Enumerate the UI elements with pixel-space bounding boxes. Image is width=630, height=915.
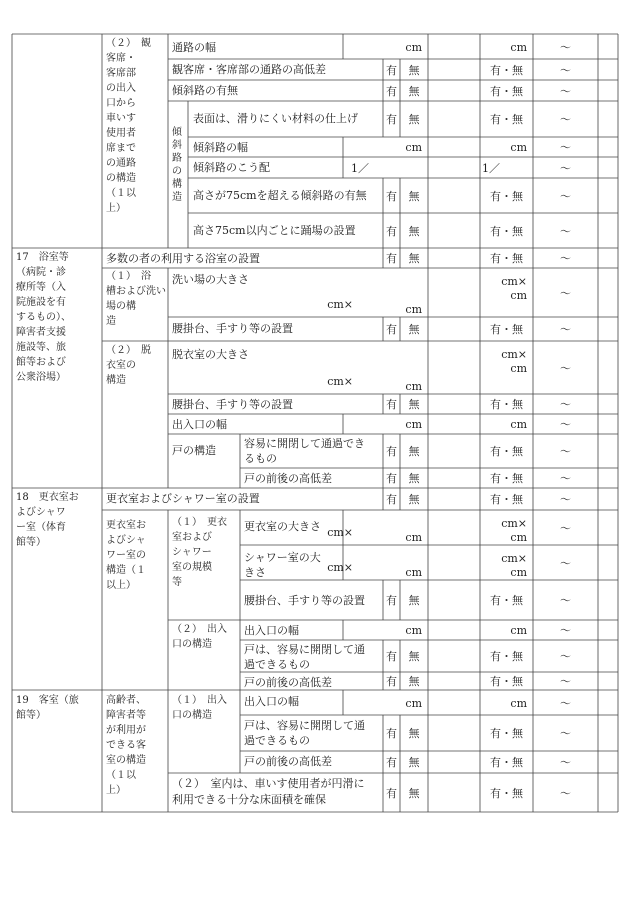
sub-item-heading: シャワー <box>172 547 212 558</box>
sub-item-heading: 構造（１ <box>106 565 146 576</box>
ratio-mark: 1／ <box>482 161 500 175</box>
yes-no-mark: 有・無 <box>490 113 523 126</box>
sub-item-heading: 室および <box>172 532 212 543</box>
sub-item-heading: 高齢者、 <box>106 695 146 706</box>
item-label: 洗い場の大きさ <box>172 273 249 286</box>
no-mark: 無 <box>408 113 420 126</box>
slope-structure-label: 斜 <box>172 140 182 151</box>
sub-item-heading: 上） <box>106 203 126 214</box>
range-mark: ～ <box>560 252 571 265</box>
cmx-unit: cm× <box>327 375 353 388</box>
item-label: 腰掛台、手すり等の設置 <box>244 594 365 607</box>
cmx-unit: cm× <box>501 517 527 530</box>
item-label: 出入口の幅 <box>244 624 299 637</box>
sub-item-heading: 室の構造 <box>106 755 146 766</box>
section-heading: 施設等、旅 <box>16 342 66 353</box>
yes-no-mark: 有・無 <box>490 756 523 769</box>
cmx-unit: cm× <box>327 526 353 539</box>
sub-item-heading: 口から <box>106 98 136 109</box>
item-label: きさ <box>244 566 266 579</box>
range-mark: ～ <box>560 84 571 98</box>
section-heading: ー室（体育 <box>16 522 66 533</box>
no-mark: 無 <box>408 445 420 458</box>
yes-mark: 有 <box>386 398 397 411</box>
item-label: 表面は、滑りにくい材料の仕上げ <box>193 112 358 125</box>
section-heading: 院施設を有 <box>16 297 66 308</box>
section-heading: 17 浴室等 <box>16 252 69 263</box>
yes-mark: 有 <box>386 786 397 800</box>
sub-item-heading: の構造 <box>106 173 136 184</box>
yes-no-mark: 有・無 <box>490 224 523 238</box>
yes-no-mark: 有・無 <box>490 727 523 740</box>
sub-item-heading: ワー室の <box>106 550 146 561</box>
yes-mark: 有 <box>386 675 397 688</box>
slope-structure-label: 傾 <box>172 127 182 138</box>
no-mark: 無 <box>408 493 420 506</box>
sub-item-heading: 場の構 <box>106 301 136 312</box>
section-heading: よびシャワ <box>16 507 66 518</box>
yes-mark: 有 <box>386 493 397 506</box>
cm-unit: cm <box>510 531 527 544</box>
range-mark: ～ <box>560 675 571 688</box>
cm-unit: cm <box>405 566 422 579</box>
item-label: 戸の構造 <box>172 444 216 457</box>
sub-item-heading: （１） 浴 <box>106 271 151 282</box>
slope-structure-label: 造 <box>172 192 182 203</box>
item-label: 傾斜路の幅 <box>193 141 248 154</box>
sub-item-heading: 室の規模 <box>172 562 212 573</box>
range-mark: ～ <box>560 189 571 203</box>
range-mark: ～ <box>560 696 571 710</box>
item-label: 出入口の幅 <box>244 695 299 708</box>
item-label: 傾斜路の有無 <box>172 84 238 97</box>
yes-mark: 有 <box>386 472 397 485</box>
ratio-mark: 1／ <box>351 161 369 175</box>
range-mark: ～ <box>560 556 571 570</box>
sub-item-heading: 席まで <box>106 143 136 154</box>
yes-mark: 有 <box>386 445 397 458</box>
item-label: 出入口の幅 <box>172 418 227 431</box>
section-heading: 館等） <box>16 537 46 548</box>
sub-item-heading: （１以 <box>106 770 136 781</box>
item-label: 通路の幅 <box>172 41 216 54</box>
cm-unit: cm <box>405 303 422 316</box>
item-label: 戸の前後の高低差 <box>244 472 332 485</box>
cm-unit: cm <box>405 380 422 393</box>
cm-unit: cm <box>510 418 527 431</box>
yes-no-mark: 有・無 <box>490 472 523 485</box>
item-label: 傾斜路のこう配 <box>193 161 270 174</box>
cmx-unit: cm× <box>501 348 527 361</box>
section-heading: するもの）、 <box>16 312 71 323</box>
no-mark: 無 <box>408 63 420 77</box>
cm-unit: cm <box>510 696 527 710</box>
sub-item-heading: （２） 脱 <box>106 345 151 356</box>
yes-no-mark: 有・無 <box>490 84 523 98</box>
item-label: シャワー室の大 <box>244 551 321 564</box>
sub-item-heading: 使用者 <box>106 128 136 139</box>
range-mark: ～ <box>560 650 571 663</box>
yes-mark: 有 <box>386 84 397 98</box>
no-mark: 無 <box>408 224 420 238</box>
item-label: 戸は、容易に開閉して通 <box>244 643 365 656</box>
range-mark: ～ <box>560 113 571 126</box>
no-mark: 無 <box>408 727 420 740</box>
range-mark: ～ <box>560 323 571 336</box>
section-heading: 19 客室（旅 <box>16 695 79 706</box>
no-mark: 無 <box>408 252 420 265</box>
range-mark: ～ <box>560 445 571 458</box>
item-label: 更衣室の大きさ <box>244 520 321 533</box>
cm-unit: cm <box>510 40 527 54</box>
sub-item-heading: 以上） <box>106 580 136 591</box>
sub-item-heading: 更衣室お <box>106 520 146 531</box>
item-label: 過できるもの <box>244 734 310 747</box>
range-mark: ～ <box>560 756 571 769</box>
item-label: 容易に開閉して通過でき <box>244 437 365 450</box>
sub-item-heading: 客席部 <box>106 68 136 79</box>
item-label: 観客席・客席部の通路の高低差 <box>172 63 326 76</box>
yes-no-mark: 有・無 <box>490 594 523 607</box>
cm-unit: cm <box>510 289 527 302</box>
yes-no-mark: 有・無 <box>490 398 523 411</box>
sub-item-heading: 等 <box>172 577 182 588</box>
sub-item-heading: の出入 <box>106 83 136 94</box>
yes-mark: 有 <box>386 756 397 769</box>
range-mark: ～ <box>560 361 571 375</box>
item-label: 腰掛台、手すり等の設置 <box>172 322 293 335</box>
section-heading: 館等および <box>16 357 66 368</box>
sub-item-heading: よびシャ <box>106 535 146 546</box>
no-mark: 無 <box>408 786 420 800</box>
item-label: 戸の前後の高低差 <box>244 755 332 768</box>
section-heading: 障害者支援 <box>16 327 66 338</box>
cm-unit: cm <box>405 696 422 710</box>
range-mark: ～ <box>560 418 571 431</box>
sub-item-heading: 客席・ <box>106 53 136 64</box>
item-label: 高さ75cm以内ごとに踊場の設置 <box>193 224 356 237</box>
no-mark: 無 <box>408 189 420 203</box>
yes-mark: 有 <box>386 650 397 663</box>
item-label: （２） 室内は、車いす使用者が円滑に <box>172 777 365 790</box>
item-label: 戸は、容易に開閉して通 <box>244 719 365 732</box>
range-mark: ～ <box>560 398 571 411</box>
item-label: 高さが75cmを超える傾斜路の有無 <box>193 189 367 202</box>
no-mark: 無 <box>408 594 420 607</box>
yes-mark: 有 <box>386 63 397 77</box>
yes-mark: 有 <box>386 224 397 238</box>
range-mark: ～ <box>560 286 571 300</box>
sub-item-heading: （１） 出入 <box>172 695 227 706</box>
range-mark: ～ <box>560 786 571 800</box>
sub-item-heading: 衣室の <box>106 360 136 371</box>
sub-item-heading: 口の構造 <box>172 710 212 721</box>
no-mark: 無 <box>408 84 420 98</box>
no-mark: 無 <box>408 675 420 688</box>
yes-no-mark: 有・無 <box>490 252 523 265</box>
section-heading: 療所等（入 <box>16 282 66 293</box>
cm-unit: cm <box>405 624 422 637</box>
no-mark: 無 <box>408 650 420 663</box>
range-mark: ～ <box>560 63 571 77</box>
sub-item-heading: （２） 出入 <box>172 624 227 635</box>
sub-item-heading: 車いす <box>106 113 136 124</box>
range-mark: ～ <box>560 493 571 506</box>
yes-no-mark: 有・無 <box>490 786 523 800</box>
cmx-unit: cm× <box>327 561 353 574</box>
sub-item-heading: 構造 <box>106 375 126 386</box>
sub-item-heading: できる客 <box>106 740 146 751</box>
sub-item-heading: が利用が <box>106 725 146 736</box>
range-mark: ～ <box>560 521 571 535</box>
item-label: 更衣室およびシャワー室の設置 <box>106 492 260 505</box>
cm-unit: cm <box>405 40 422 54</box>
sub-item-heading: 槽および洗い <box>106 286 166 297</box>
cm-unit: cm <box>510 624 527 637</box>
item-label: 過できるもの <box>244 658 310 671</box>
yes-no-mark: 有・無 <box>490 445 523 458</box>
item-label: 腰掛台、手すり等の設置 <box>172 398 293 411</box>
yes-mark: 有 <box>386 727 397 740</box>
sub-item-heading: 口の構造 <box>172 639 212 650</box>
cmx-unit: cm× <box>501 552 527 565</box>
yes-no-mark: 有・無 <box>490 650 523 663</box>
slope-structure-label: の <box>172 166 182 177</box>
range-mark: ～ <box>560 594 571 607</box>
sub-item-heading: 造 <box>106 316 116 327</box>
sub-item-heading: （１） 更衣 <box>172 517 227 528</box>
yes-no-mark: 有・無 <box>490 675 523 688</box>
sub-item-heading: 上） <box>106 785 126 796</box>
slope-structure-label: 路 <box>172 153 182 164</box>
yes-no-mark: 有・無 <box>490 323 523 336</box>
section-heading: （病院・診 <box>16 267 66 278</box>
yes-no-mark: 有・無 <box>490 63 523 77</box>
cm-unit: cm <box>510 566 527 579</box>
range-mark: ～ <box>560 472 571 485</box>
section-heading: 公衆浴場） <box>16 372 66 383</box>
yes-no-mark: 有・無 <box>490 189 523 203</box>
slope-structure-label: 構 <box>172 179 182 190</box>
item-label: 脱衣室の大きさ <box>172 348 249 361</box>
item-label: 戸の前後の高低差 <box>244 676 332 689</box>
item-label: 利用できる十分な床面積を確保 <box>172 793 326 806</box>
sub-item-heading: 障害者等 <box>106 710 146 721</box>
cmx-unit: cm× <box>501 275 527 288</box>
yes-mark: 有 <box>386 189 397 203</box>
item-label: るもの <box>244 452 277 465</box>
cm-unit: cm <box>510 141 527 154</box>
no-mark: 無 <box>408 398 420 411</box>
cmx-unit: cm× <box>327 298 353 311</box>
yes-mark: 有 <box>386 252 397 265</box>
no-mark: 無 <box>408 756 420 769</box>
range-mark: ～ <box>560 624 571 637</box>
section-heading: 館等） <box>16 710 46 721</box>
cm-unit: cm <box>405 141 422 154</box>
item-label: 多数の者の利用する浴室の設置 <box>106 252 260 265</box>
range-mark: ～ <box>560 40 571 54</box>
cm-unit: cm <box>405 418 422 431</box>
yes-mark: 有 <box>386 113 397 126</box>
no-mark: 無 <box>408 472 420 485</box>
range-mark: ～ <box>560 727 571 740</box>
range-mark: ～ <box>560 141 571 154</box>
range-mark: ～ <box>560 161 571 175</box>
cm-unit: cm <box>510 362 527 375</box>
sub-item-heading: （２） 観 <box>106 38 151 49</box>
yes-no-mark: 有・無 <box>490 493 523 506</box>
range-mark: ～ <box>560 224 571 238</box>
sub-item-heading: の通路 <box>106 158 136 169</box>
no-mark: 無 <box>408 323 420 336</box>
yes-mark: 有 <box>386 323 397 336</box>
section-heading: 18 更衣室お <box>16 492 79 503</box>
cm-unit: cm <box>405 531 422 544</box>
sub-item-heading: （１以 <box>106 188 136 199</box>
yes-mark: 有 <box>386 594 397 607</box>
